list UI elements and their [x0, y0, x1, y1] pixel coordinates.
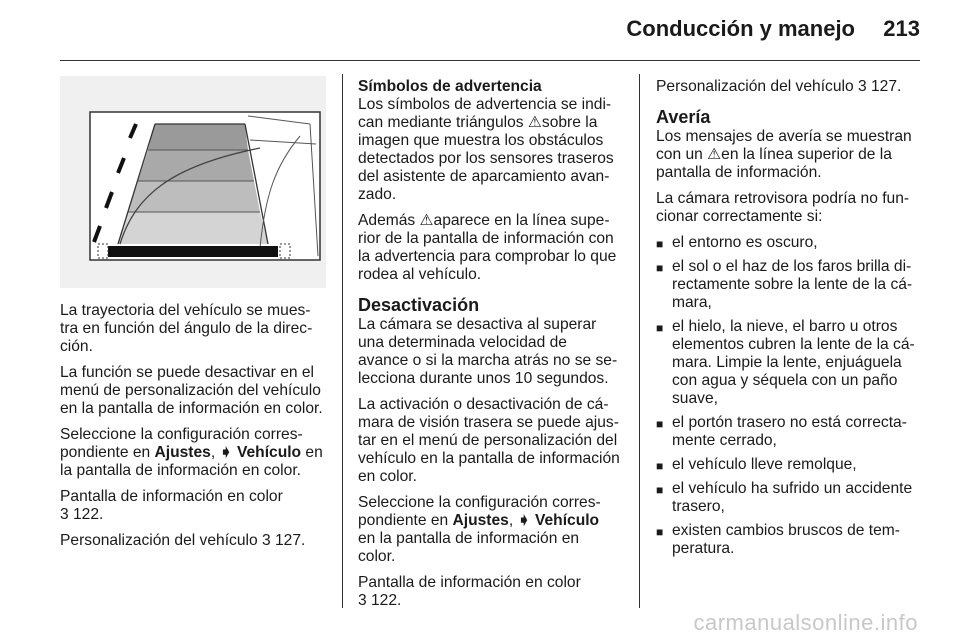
text: existen cambios bruscos de tem-peratura.	[672, 522, 900, 557]
warning-triangle-icon: ⚠	[419, 212, 434, 229]
column-2	[358, 78, 620, 618]
text: Seleccione la configuración corres-pondiente en	[358, 494, 601, 529]
menu-vehiculo: Vehículo	[534, 512, 600, 529]
list-item	[656, 318, 924, 408]
text: Los mensajes de avería se muestran con un	[656, 128, 912, 163]
paragraph	[656, 128, 924, 182]
bullet-icon: ■	[656, 237, 664, 251]
camera-view-graphic	[60, 76, 326, 288]
header-rule	[60, 60, 920, 61]
bullet-icon: ■	[656, 417, 664, 431]
column-3	[656, 78, 924, 564]
text: Seleccione la configuración corres-pondiente en	[60, 426, 303, 461]
column-divider-2	[639, 74, 640, 608]
warning-triangle-icon: ⚠	[707, 146, 722, 163]
text: Además	[358, 212, 420, 229]
paragraph: La trayectoria del vehículo se mues-tra en función del ángulo de la direc-ción.	[60, 302, 313, 355]
list-item	[656, 480, 924, 516]
paragraph	[358, 212, 620, 284]
text: el vehículo ha sufrido un accidente trasero,	[672, 480, 913, 515]
section-heading: Desactivación	[358, 295, 480, 315]
text: el portón trasero no está correcta-mente cerrado,	[672, 414, 907, 449]
bullet-icon: ■	[656, 483, 664, 497]
text: ,	[508, 512, 518, 529]
paragraph	[358, 574, 620, 610]
paragraph: Personalización del vehículo 3 127.	[656, 78, 902, 95]
bullet-icon: ■	[656, 525, 664, 539]
text: el entorno es oscuro,	[672, 234, 818, 251]
text: en la pantalla de información en color.	[358, 530, 580, 565]
section-heading: Símbolos de advertencia	[358, 78, 542, 95]
paragraph: Personalización del vehículo 3 127.	[60, 532, 306, 549]
text: el hielo, la nieve, el barro u otros elementos cubren la lente de la cá-mara. Limpie la lente, enjuáguela con agua y séquela con un paño suave,	[672, 318, 915, 407]
text: el sol o el haz de los faros brilla di-rectamente sobre la lente de la cá-mara,	[672, 258, 913, 311]
page-reference: 3 122.	[60, 506, 104, 523]
column-1	[60, 302, 326, 558]
paragraph	[60, 426, 326, 480]
list-item	[656, 522, 924, 558]
column-divider-1	[342, 74, 343, 608]
bullet-icon: ■	[656, 459, 664, 473]
list-item	[656, 414, 924, 450]
text: en la línea superior de la pantalla de información.	[656, 146, 892, 181]
menu-ajustes: Ajustes	[452, 512, 509, 529]
text: ,	[210, 444, 220, 461]
text: Pantalla de información en color	[60, 488, 283, 505]
text: en la pantalla de información en color.	[60, 444, 323, 479]
text: el vehículo lleve remolque,	[672, 456, 857, 473]
bullet-icon: ■	[656, 261, 664, 275]
text: sobre la imagen que muestra los obstáculos detectados por los sensores traseros del asistente de aparcamiento avan-zado.	[358, 114, 614, 203]
header-title: Conducción y manejo	[626, 16, 855, 41]
paragraph	[358, 494, 620, 566]
text: Pantalla de información en color	[358, 574, 581, 591]
paragraph	[60, 488, 326, 524]
text: Los símbolos de advertencia se indi-can mediante triángulos	[358, 96, 612, 131]
list-item	[656, 456, 924, 474]
bullet-icon: ■	[656, 321, 664, 335]
arrow-icon: ➧	[219, 444, 233, 461]
menu-vehiculo: Vehículo	[236, 444, 302, 461]
list-item	[656, 234, 924, 252]
condition-list	[656, 234, 924, 558]
menu-ajustes: Ajustes	[154, 444, 211, 461]
page-reference: 3 122.	[358, 592, 402, 609]
section-heading: Avería	[656, 107, 711, 127]
text: aparece en la línea supe-rior de la pantalla de información con la advertencia para comprobar lo que rodea al vehículo.	[358, 212, 617, 283]
paragraph: La cámara se desactiva al superar una determinada velocidad de avance o si la marcha atrás no se se-lecciona durante unos 10 segundos.	[358, 316, 618, 387]
watermark: carmanualsonline.info	[693, 610, 918, 635]
arrow-icon: ➧	[517, 512, 531, 529]
paragraph: La activación o desactivación de cá-mara de visión trasera se puede ajus-tar en el menú de personalización del vehículo en la pantalla de información en color.	[358, 396, 620, 485]
page-number: 213	[883, 16, 920, 41]
paragraph: La cámara retrovisora podría no fun-cionar correctamente si:	[656, 190, 910, 225]
paragraph: La función se puede desactivar en el menú de personalización del vehículo en la pantalla de información en color.	[60, 364, 323, 417]
paragraph	[358, 96, 620, 204]
list-item	[656, 258, 924, 312]
warning-triangle-icon: ⚠	[527, 114, 542, 131]
rear-camera-illustration	[60, 76, 326, 288]
